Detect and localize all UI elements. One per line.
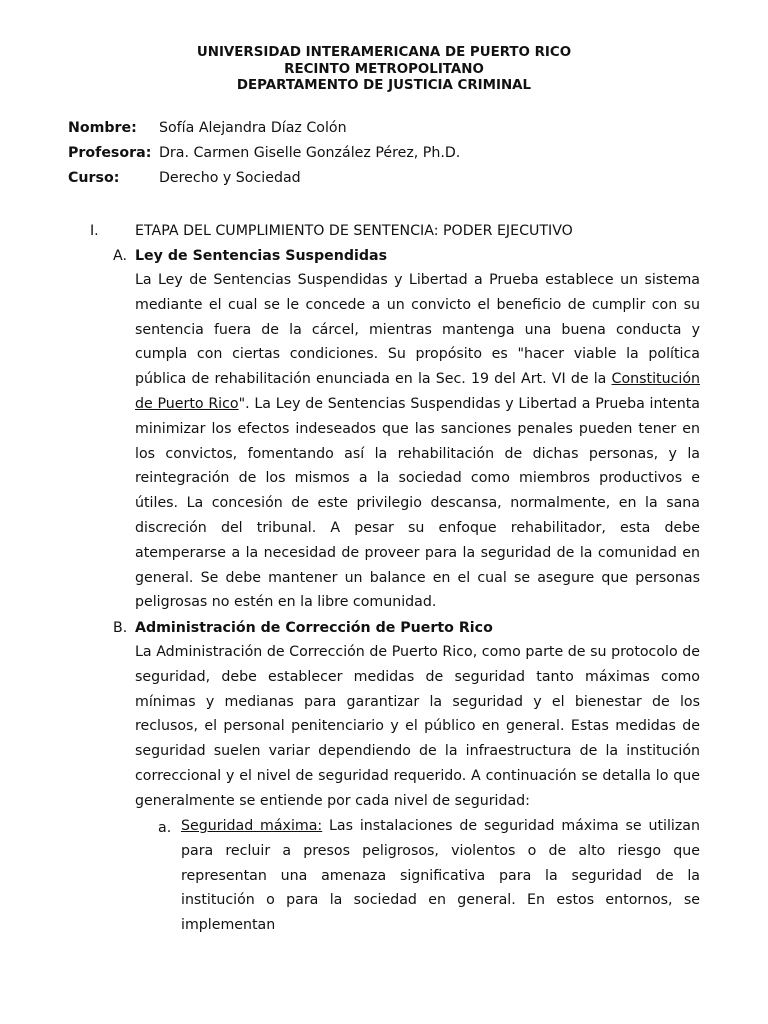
item-a-paragraph <box>181 814 700 938</box>
campus-name: RECINTO METROPOLITANO <box>284 61 484 77</box>
item-a-letter: a. <box>158 820 172 836</box>
name-value: Sofía Alejandra Díaz Colón <box>159 120 347 136</box>
info-row-course <box>68 168 460 193</box>
section-a-paragraph <box>135 268 700 615</box>
item-a-term: Seguridad máxima: <box>181 818 323 834</box>
item-a-text: Las instalaciones de seguridad máxima se utilizan para recluir a presos peligrosos, violentos o de alto riesgo que representan una amenaza significativa para la seguridad de la institución o para la sociedad en general. En estos entornos, se implementan <box>181 818 700 934</box>
info-row-professor <box>68 143 460 168</box>
info-row-name <box>68 118 460 143</box>
section-b-paragraph: La Administración de Corrección de Puerto Rico, como parte de su protocolo de seguridad, debe establecer medidas de seguridad tanto máximas como mínimas y medianas para garantizar la seguridad y el bienestar de los reclusos, el personal penitenciario y el público en general. Estas medidas de seguridad suelen variar dependiendo de la infraestructura de la institución correccional y el nivel de seguridad requerido. A continuación se detalla lo que generalmente se entiende por cada nivel de seguridad: <box>135 644 700 809</box>
course-value: Derecho y Sociedad <box>159 170 301 186</box>
professor-label: Profesora: <box>68 145 152 161</box>
section-1-title: ETAPA DEL CUMPLIMIENTO DE SENTENCIA: PODER EJECUTIVO <box>135 223 573 239</box>
section-1-number: I. <box>90 223 99 239</box>
department-name: DEPARTAMENTO DE JUSTICIA CRIMINAL <box>236 78 532 93</box>
name-label: Nombre: <box>68 120 137 136</box>
section-b-letter: B. <box>113 620 128 636</box>
section-a-text-1: La Ley de Sentencias Suspendidas y Libertad a Prueba establece un sistema mediante el cual se le concede a un convicto el beneficio de cumplir con su sentencia fuera de la cárcel, mientras mantenga una buena conducta y cumpla con ciertas condiciones. Su propósito es "hacer viable la política pública de rehabilitación enunciada en la Sec. 19 del Art. VI de la <box>135 272 700 388</box>
course-label: Curso: <box>68 170 120 186</box>
student-info <box>68 118 460 193</box>
section-a-title: Ley de Sentencias Suspendidas <box>135 248 388 264</box>
professor-value: Dra. Carmen Giselle González Pérez, Ph.D. <box>159 145 461 161</box>
section-a-letter: A. <box>113 248 127 264</box>
university-name: UNIVERSIDAD INTERAMERICANA DE PUERTO RICO <box>196 45 572 60</box>
section-b-title: Administración de Corrección de Puerto Rico <box>135 620 493 636</box>
constitution-link[interactable]: Constitución de Puerto Rico <box>135 371 700 412</box>
document-header <box>0 45 768 95</box>
section-a-text-2: ". La Ley de Sentencias Suspendidas y Libertad a Prueba intenta minimizar los efectos indeseados que las sanciones penales pueden tener en los convictos, fomentando así la rehabilitación de dichas personas, y la reintegración de los mismos a la sociedad como miembros productivos e útiles. La concesión de este privilegio descansa, normalmente, en la sana discreción del tribunal. A pesar su enfoque rehabilitador, esta debe atemperarse a la necesidad de proveer para la seguridad de la comunidad en general. Se debe mantener un balance en el cual se asegure que personas peligrosas no estén en la libre comunidad. <box>135 395 700 611</box>
